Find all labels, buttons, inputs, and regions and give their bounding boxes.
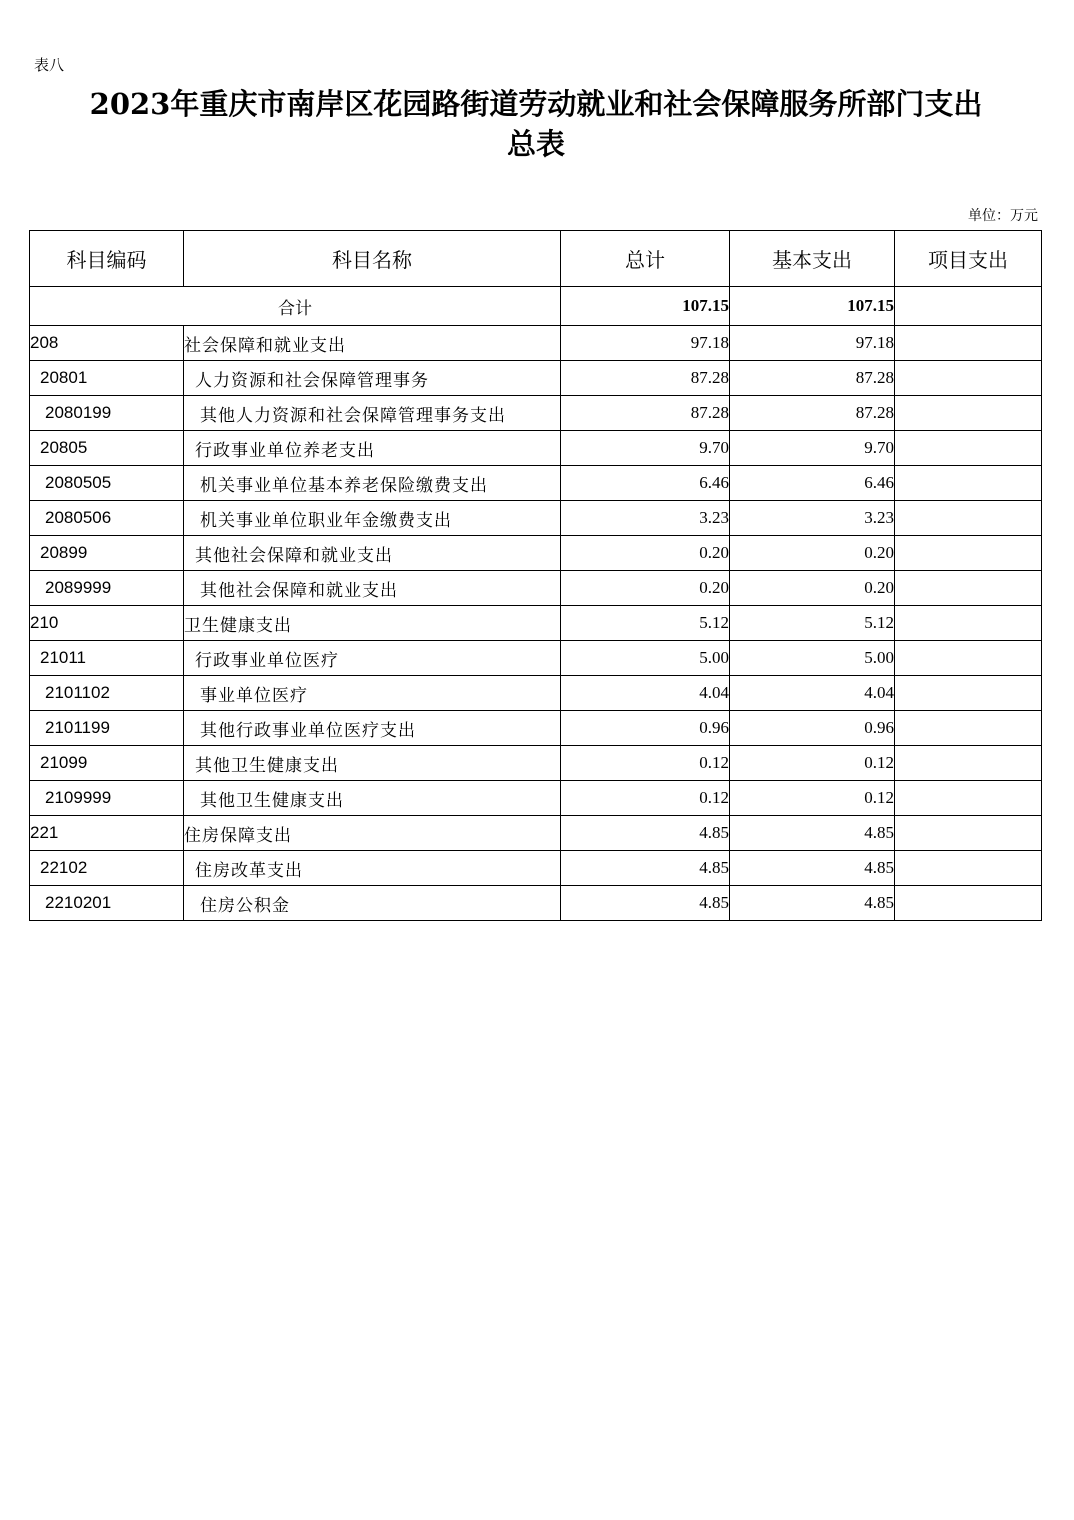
row-project	[895, 536, 1042, 571]
row-name: 其他社会保障和就业支出	[184, 571, 561, 606]
row-total: 4.85	[561, 851, 730, 886]
row-basic: 5.12	[730, 606, 895, 641]
table-row	[30, 326, 1042, 361]
table-row	[30, 851, 1042, 886]
row-total: 4.04	[561, 676, 730, 711]
row-total: 5.00	[561, 641, 730, 676]
row-code: 210	[30, 606, 184, 641]
row-project	[895, 396, 1042, 431]
row-name: 住房公积金	[184, 886, 561, 921]
row-project	[895, 606, 1042, 641]
row-name: 其他人力资源和社会保障管理事务支出	[184, 396, 561, 431]
row-basic: 4.85	[730, 886, 895, 921]
header-name: 科目名称	[184, 231, 561, 287]
row-basic: 4.04	[730, 676, 895, 711]
row-basic: 0.96	[730, 711, 895, 746]
row-name: 其他卫生健康支出	[184, 746, 561, 781]
row-basic: 4.85	[730, 816, 895, 851]
total-project	[895, 287, 1042, 326]
row-project	[895, 746, 1042, 781]
row-basic: 87.28	[730, 396, 895, 431]
row-name: 其他卫生健康支出	[184, 781, 561, 816]
row-total: 6.46	[561, 466, 730, 501]
row-basic: 0.20	[730, 536, 895, 571]
row-total: 0.20	[561, 571, 730, 606]
row-project	[895, 851, 1042, 886]
table-row	[30, 746, 1042, 781]
row-code: 208	[30, 326, 184, 361]
row-code: 21011	[30, 641, 184, 676]
row-project	[895, 641, 1042, 676]
row-name: 机关事业单位职业年金缴费支出	[184, 501, 561, 536]
row-code: 20805	[30, 431, 184, 466]
row-total: 0.96	[561, 711, 730, 746]
row-project	[895, 571, 1042, 606]
row-code: 2109999	[30, 781, 184, 816]
row-name: 其他行政事业单位医疗支出	[184, 711, 561, 746]
table-row	[30, 396, 1042, 431]
row-project	[895, 711, 1042, 746]
row-project	[895, 886, 1042, 921]
expenditure-table	[29, 230, 1042, 921]
row-basic: 3.23	[730, 501, 895, 536]
row-code: 2101102	[30, 676, 184, 711]
row-project	[895, 466, 1042, 501]
total-label: 合计	[30, 287, 561, 326]
row-project	[895, 326, 1042, 361]
row-name: 事业单位医疗	[184, 676, 561, 711]
header-basic: 基本支出	[730, 231, 895, 287]
row-basic: 97.18	[730, 326, 895, 361]
table-row	[30, 781, 1042, 816]
row-basic: 0.12	[730, 781, 895, 816]
row-project	[895, 781, 1042, 816]
row-code: 22102	[30, 851, 184, 886]
title-line-1: 2023年重庆市南岸区花园路街道劳动就业和社会保障服务所部门支出	[89, 87, 983, 121]
row-code: 2080505	[30, 466, 184, 501]
row-total: 97.18	[561, 326, 730, 361]
row-code: 2210201	[30, 886, 184, 921]
row-total: 4.85	[561, 816, 730, 851]
table-number: 表八	[34, 56, 65, 74]
row-name: 其他社会保障和就业支出	[184, 536, 561, 571]
row-name: 住房保障支出	[184, 816, 561, 851]
row-name: 人力资源和社会保障管理事务	[184, 361, 561, 396]
row-total: 87.28	[561, 361, 730, 396]
table-row	[30, 501, 1042, 536]
row-code: 221	[30, 816, 184, 851]
row-basic: 87.28	[730, 361, 895, 396]
table-row	[30, 361, 1042, 396]
row-total: 3.23	[561, 501, 730, 536]
row-project	[895, 431, 1042, 466]
header-project: 项目支出	[895, 231, 1042, 287]
row-basic: 6.46	[730, 466, 895, 501]
total-row	[30, 287, 1042, 326]
table-row	[30, 536, 1042, 571]
table-row	[30, 711, 1042, 746]
row-total: 0.12	[561, 746, 730, 781]
row-total: 87.28	[561, 396, 730, 431]
unit-label: 单位：万元	[968, 208, 1038, 224]
row-name: 住房改革支出	[184, 851, 561, 886]
table-row	[30, 571, 1042, 606]
row-name: 社会保障和就业支出	[184, 326, 561, 361]
row-total: 4.85	[561, 886, 730, 921]
table-row	[30, 886, 1042, 921]
row-name: 机关事业单位基本养老保险缴费支出	[184, 466, 561, 501]
row-name: 行政事业单位养老支出	[184, 431, 561, 466]
row-total: 0.12	[561, 781, 730, 816]
row-basic: 0.12	[730, 746, 895, 781]
title-line-2: 总表	[506, 127, 565, 161]
row-name: 卫生健康支出	[184, 606, 561, 641]
row-code: 21099	[30, 746, 184, 781]
row-basic: 4.85	[730, 851, 895, 886]
row-code: 2080506	[30, 501, 184, 536]
row-code: 20899	[30, 536, 184, 571]
row-total: 5.12	[561, 606, 730, 641]
table-row	[30, 431, 1042, 466]
table-row	[30, 676, 1042, 711]
total-basic: 107.15	[730, 287, 895, 326]
row-code: 20801	[30, 361, 184, 396]
row-project	[895, 501, 1042, 536]
row-basic: 9.70	[730, 431, 895, 466]
row-project	[895, 676, 1042, 711]
row-total: 9.70	[561, 431, 730, 466]
header-row	[30, 231, 1042, 287]
table-row	[30, 641, 1042, 676]
total-amount: 107.15	[561, 287, 730, 326]
row-project	[895, 816, 1042, 851]
row-code: 2101199	[30, 711, 184, 746]
row-name: 行政事业单位医疗	[184, 641, 561, 676]
page-title	[30, 84, 1042, 164]
row-total: 0.20	[561, 536, 730, 571]
row-basic: 0.20	[730, 571, 895, 606]
table-row	[30, 816, 1042, 851]
row-code: 2080199	[30, 396, 184, 431]
row-project	[895, 361, 1042, 396]
row-basic: 5.00	[730, 641, 895, 676]
header-total: 总计	[561, 231, 730, 287]
table-row	[30, 606, 1042, 641]
header-code: 科目编码	[30, 231, 184, 287]
table-row	[30, 466, 1042, 501]
row-code: 2089999	[30, 571, 184, 606]
